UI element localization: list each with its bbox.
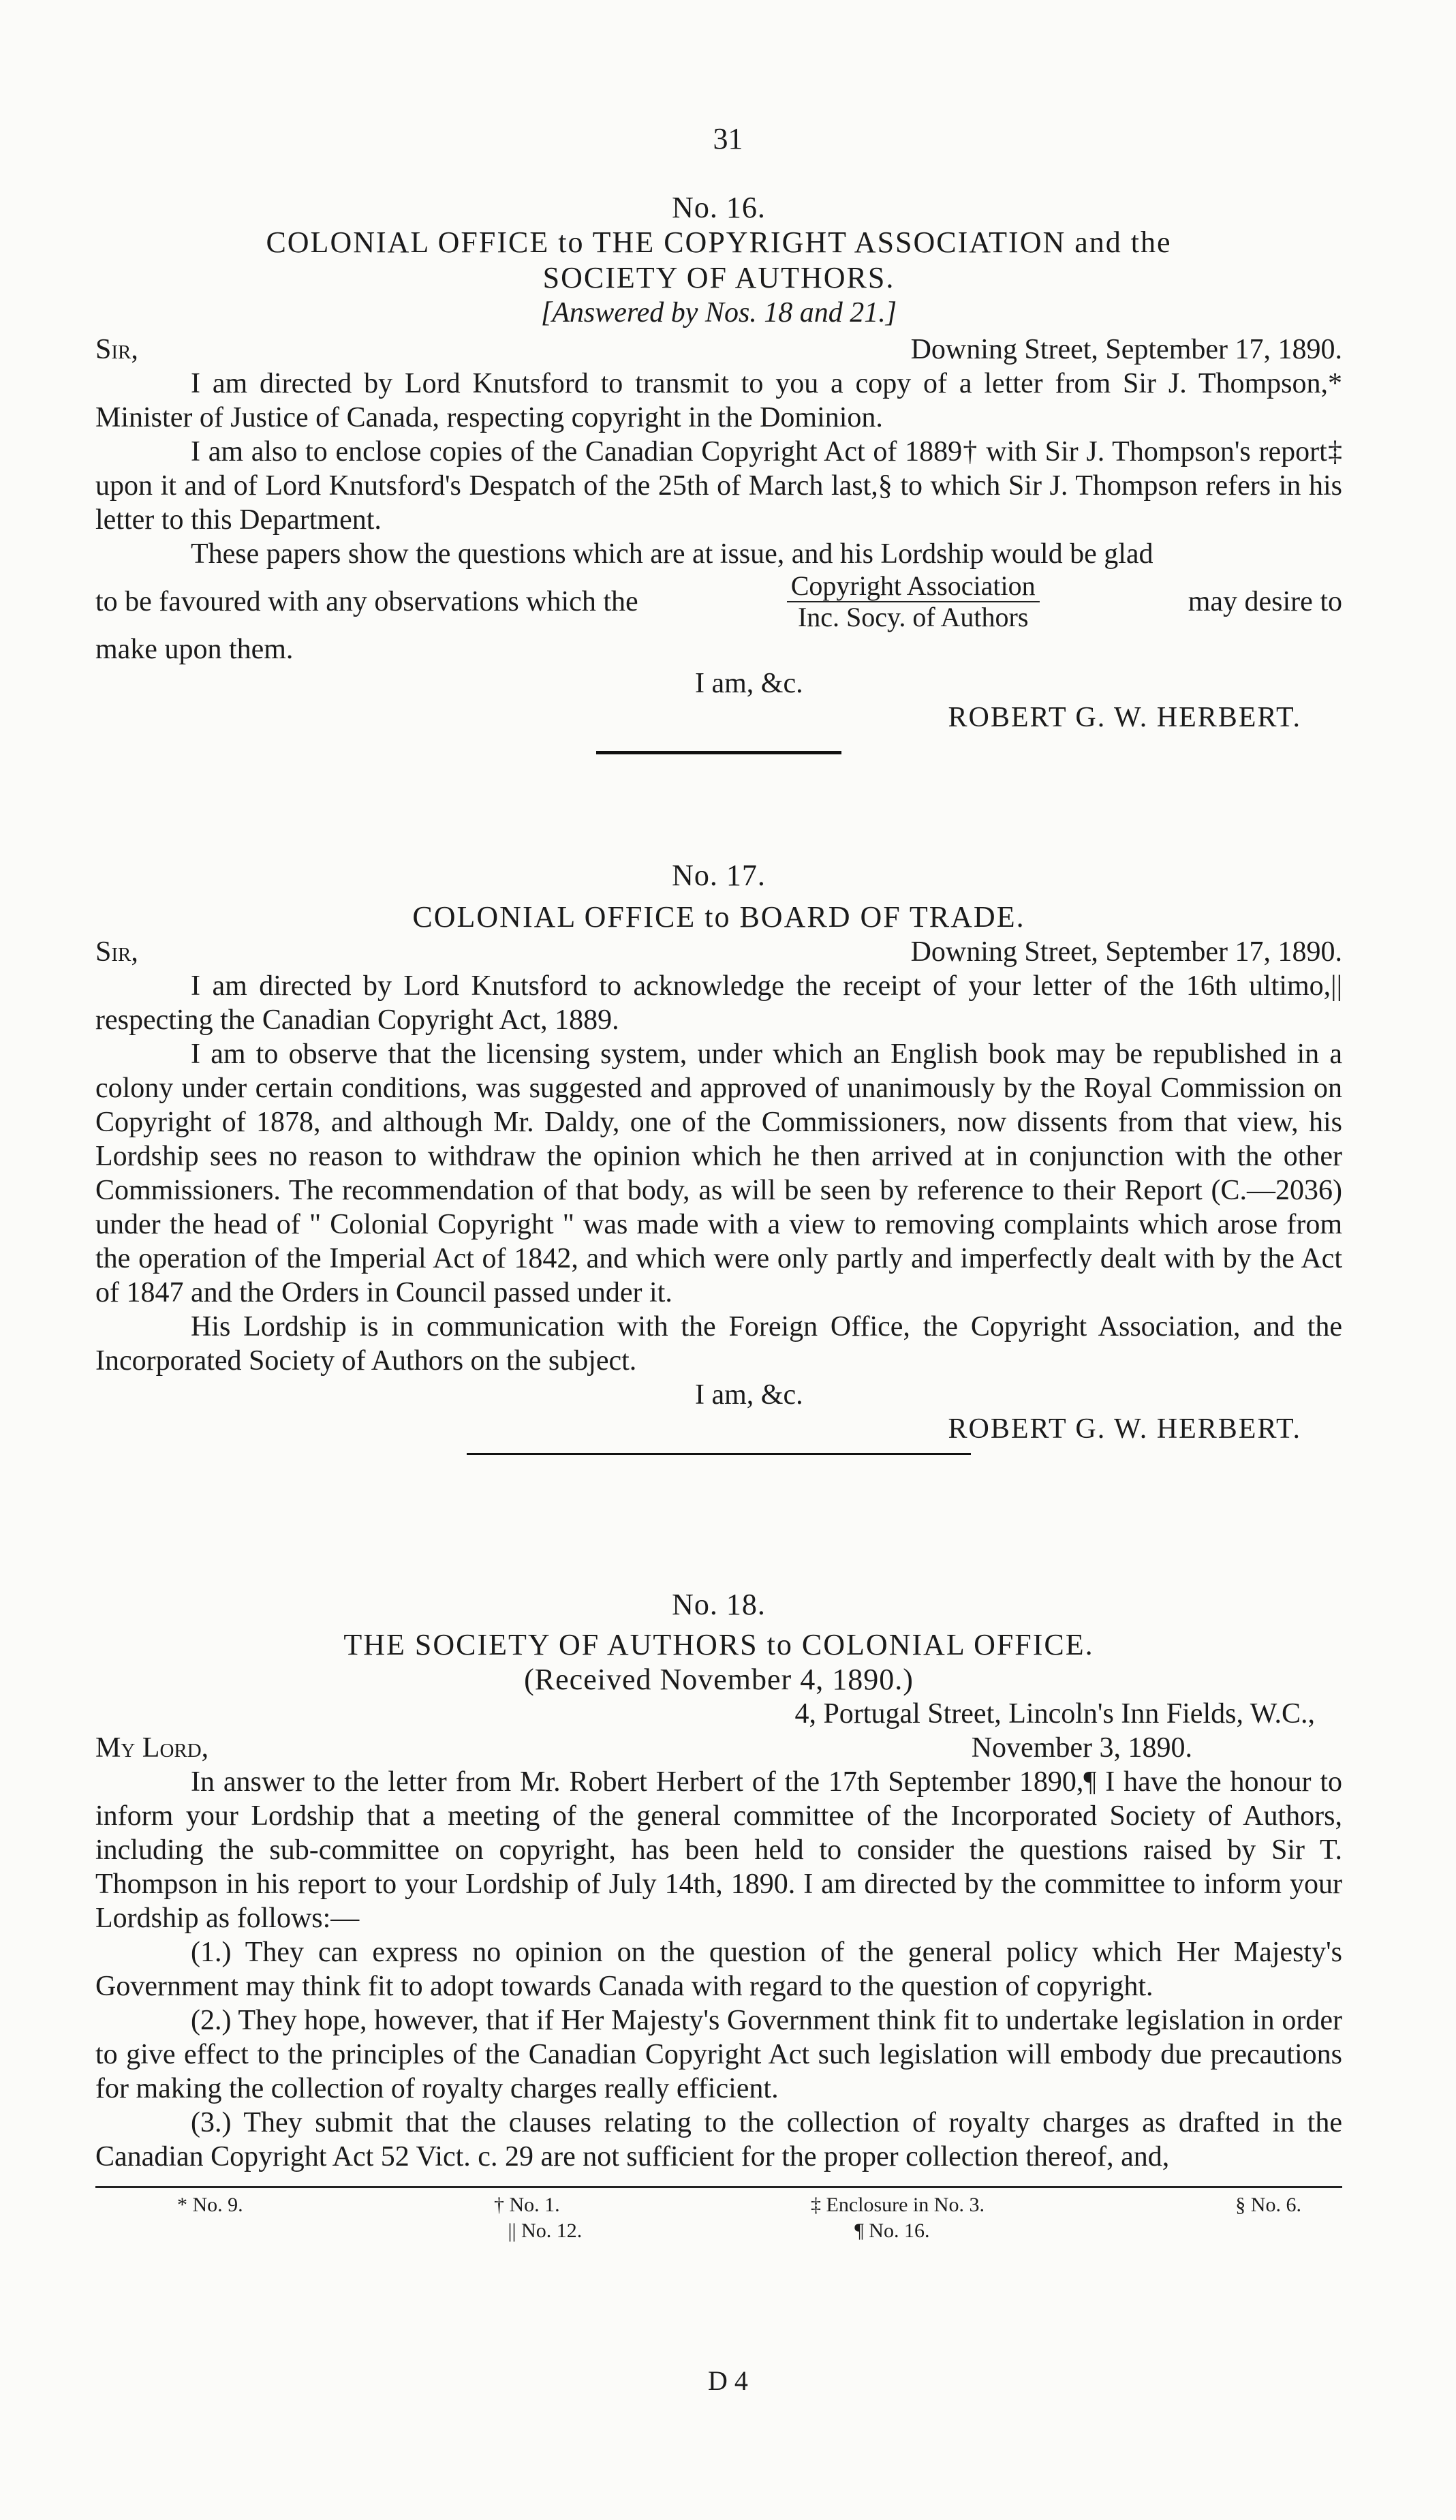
paragraph: (3.) They submit that the clauses relating to the collection of royalty charges as drafted in the Canadian Copyright Act 52 Vict. c. 29 are not sufficient for the proper collection thereof, and, — [95, 2107, 1342, 2172]
page-number: 31 — [713, 122, 743, 155]
paragraph: I am also to enclose copies of the Canadian Copyright Act of 1889† with Sir J. Thompson's report‡ upon it and of Lord Knutsford's Despatch of the 25th of March last,§ to which Sir J. Thompson refers in his letter to this Department. — [95, 436, 1342, 536]
letter-no-16 — [95, 191, 1342, 771]
paragraph: His Lordship is in communication with the Foreign Office, the Copyright Association, and the Incorporated Society of Authors on the subject. — [95, 1311, 1342, 1377]
footnote: * No. 9. — [177, 2194, 243, 2216]
paragraph: These papers show the questions which are at issue, and his Lordship would be glad — [191, 538, 1153, 570]
letter-heading-cont: SOCIETY OF AUTHORS. — [542, 261, 895, 294]
address-date: Downing Street, September 17, 1890. — [910, 334, 1342, 365]
salutation: Sir, — [95, 334, 138, 365]
salutation-row — [95, 1731, 1342, 1765]
paragraph: I am to observe that the licensing system, under which an English book may be republished in a colony under certain conditions, was suggested and approved of unanimously by the Royal Commission on Copyright of 1878, and although Mr. Daldy, one of the Commissioners, now dissents from that view, his Lordship sees no reason to withdraw the opinion which he then arrived at in conjunction with the other Commissioners. The recommendation of that body, as will be seen by reference to their Report (C.—2036) under the head of " Colonial Copyright " was made with a view to removing complaints which arose from the operation of the Imperial Act of 1842, and which were only partly and imperfectly dealt with by the Act of 1847 and the Orders in Council passed under it. — [95, 1039, 1342, 1308]
signature: ROBERT G. W. HERBERT. — [948, 702, 1301, 733]
footnotes — [95, 2188, 1342, 2218]
paragraph-end: make upon them. — [95, 634, 294, 665]
fraction-top: Copyright Association — [787, 571, 1040, 602]
fraction-bottom: Inc. Socy. of Authors — [797, 602, 1029, 632]
text-after-fraction: may desire to — [1188, 586, 1342, 617]
address-date: Downing Street, September 17, 1890. — [910, 936, 1342, 968]
text-before-fraction: to be favoured with any observations which the — [95, 586, 638, 617]
section-divider — [467, 1453, 971, 1455]
addressee-fraction — [787, 571, 1040, 632]
letter-number: No. 18. — [672, 1588, 766, 1621]
closing: I am, &c. — [695, 668, 803, 699]
signature-mark: D 4 — [708, 2365, 748, 2396]
letter-heading: THE SOCIETY OF AUTHORS to COLONIAL OFFICE. — [343, 1628, 1094, 1661]
paragraph: I am directed by Lord Knutsford to transmit to you a copy of a letter from Sir J. Thompson,* Minister of Justice of Canada, respecting copyright in the Dominion. — [95, 368, 1342, 433]
letter-number: No. 16. — [672, 191, 766, 224]
answered-note: [Answered by Nos. 18 and 21.] — [540, 297, 897, 328]
fraction-line — [95, 571, 1342, 632]
letter-heading: COLONIAL OFFICE to BOARD OF TRADE. — [412, 900, 1025, 934]
footnote: † No. 1. — [494, 2194, 560, 2216]
letter-no-18 — [95, 1588, 1342, 2244]
salutation: My Lord, — [95, 1732, 209, 1764]
address: 4, Portugal Street, Lincoln's Inn Fields, W.C., — [794, 1698, 1315, 1730]
paragraph: In answer to the letter from Mr. Robert Herbert of the 17th September 1890,¶ I have the honour to inform your Lordship that a meeting of the general committee of the Incorporated Society of Authors, including the sub-committee on copyright, has been held to consider the questions raised by Sir T. Thompson in his report to your Lordship of July 14th, 1890. I am directed by the committee to inform your Lordship as follows:— — [95, 1766, 1342, 1934]
letter-heading: COLONIAL OFFICE to THE COPYRIGHT ASSOCIATION and the — [266, 226, 1172, 259]
footnote: ‡ Enclosure in No. 3. — [811, 2194, 985, 2216]
footnotes-row-2 — [95, 2218, 1342, 2244]
signature: ROBERT G. W. HERBERT. — [948, 1413, 1301, 1445]
closing: I am, &c. — [695, 1379, 803, 1411]
received-note: (Received November 4, 1890.) — [524, 1663, 914, 1696]
salutation-row — [95, 333, 1342, 367]
letter-no-17 — [95, 859, 1342, 1471]
footnote: || No. 12. — [508, 2219, 583, 2242]
salutation-row — [95, 935, 1342, 969]
letter-date: November 3, 1890. — [971, 1732, 1192, 1764]
letter-number: No. 17. — [672, 859, 766, 892]
footnote: ¶ No. 16. — [854, 2219, 930, 2242]
paragraph: (2.) They hope, however, that if Her Majesty's Government think fit to undertake legislation in order to give effect to the principles of the Canadian Copyright Act such legislation will embody due precautions for making the collection of royalty charges really efficient. — [95, 2005, 1342, 2104]
paragraph: I am directed by Lord Knutsford to acknowledge the receipt of your letter of the 16th ultimo,|| respecting the Canadian Copyright Act, 1889. — [95, 970, 1342, 1036]
footnote: § No. 6. — [1235, 2194, 1301, 2216]
section-divider — [596, 751, 841, 754]
paragraph: (1.) They can express no opinion on the question of the general policy which Her Majesty's Government may think fit to adopt towards Canada with regard to the question of copyright. — [95, 1937, 1342, 2002]
salutation: Sir, — [95, 936, 138, 968]
